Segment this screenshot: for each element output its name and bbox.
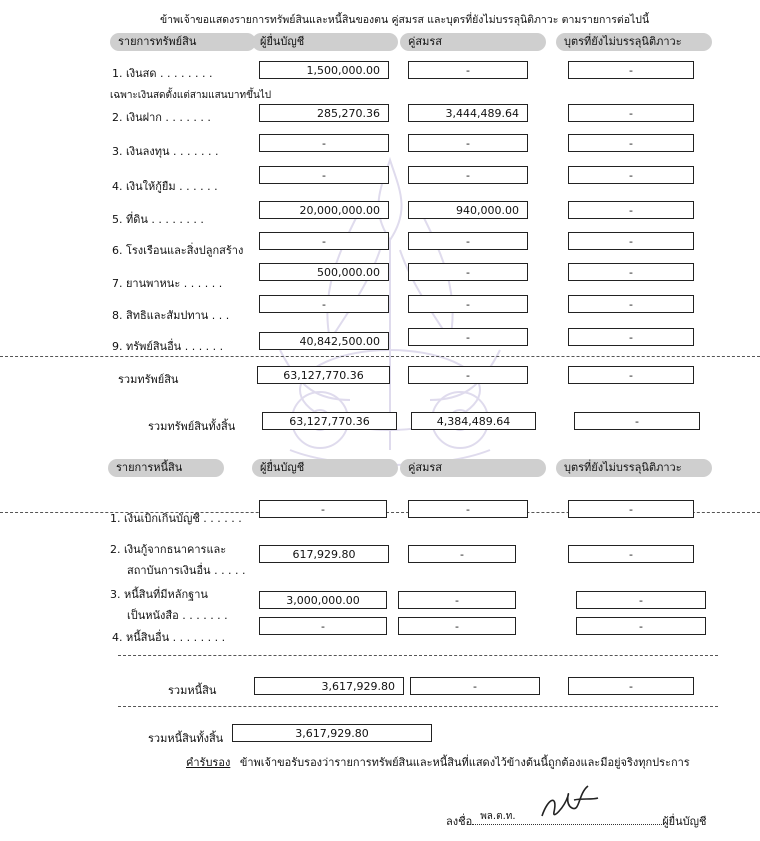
liabilities-header-child: บุตรที่ยังไม่บรรลุนิติภาวะ (556, 459, 712, 477)
asset-cash-spouse: - (408, 61, 528, 79)
asset-loans-spouse: - (408, 166, 528, 184)
assets-grand-spouse: 4,384,489.64 (411, 412, 536, 430)
asset-label-loans: 4. เงินให้กู้ยืม . . . . . . (112, 180, 218, 193)
assets-grand-label: รวมทรัพย์สินทั้งสิ้น (148, 420, 236, 433)
asset-investment-child: - (568, 134, 694, 152)
liability-bank-loan-spouse: - (408, 545, 516, 563)
handwritten-signature-icon (534, 778, 604, 826)
asset-label-vehicles: 7. ยานพาหนะ . . . . . . (112, 277, 223, 290)
assets-total-spouse: - (408, 366, 528, 384)
asset-cash-child: - (568, 61, 694, 79)
asset-rights-child: - (568, 295, 694, 313)
asset-vehicles-spouse: - (408, 263, 528, 281)
asset-vehicles-child: - (568, 263, 694, 281)
divider-line (0, 356, 760, 357)
signature-field (472, 812, 662, 825)
asset-other-spouse: - (408, 328, 528, 346)
signature-rank: พล.ต.ท. (480, 811, 516, 822)
signature-prefix: ลงชื่อ (446, 815, 473, 828)
asset-land-spouse: 940,000.00 (408, 201, 528, 219)
asset-label-buildings: 6. โรงเรือนและสิ่งปลูกสร้าง (112, 244, 244, 257)
liability-overdraft-declarant: - (259, 500, 387, 518)
asset-deposit-spouse: 3,444,489.64 (408, 104, 528, 122)
asset-other-declarant: 40,842,500.00 (259, 332, 389, 350)
liability-other-child: - (576, 617, 706, 635)
liabilities-header-declarant: ผู้ยื่นบัญชี (252, 459, 398, 477)
assets-header-items: รายการทรัพย์สิน (110, 33, 256, 51)
liability-label-bank-loan-2: สถาบันการเงินอื่น . . . . . (127, 564, 246, 577)
liability-documented-child: - (576, 591, 706, 609)
asset-land-child: - (568, 201, 694, 219)
asset-cash-declarant: 1,500,000.00 (259, 61, 389, 79)
liability-label-documented-2: เป็นหนังสือ . . . . . . . (127, 609, 228, 622)
asset-rights-declarant: - (259, 295, 389, 313)
liability-documented-declarant: 3,000,000.00 (259, 591, 387, 609)
certification (186, 753, 690, 771)
liability-overdraft-spouse: - (408, 500, 528, 518)
assets-grand-declarant: 63,127,770.36 (262, 412, 397, 430)
liability-bank-loan-child: - (568, 545, 694, 563)
asset-label-deposit: 2. เงินฝาก . . . . . . . (112, 111, 211, 124)
certification-text: ข้าพเจ้าขอรับรองว่ารายการทรัพย์สินและหนี้สินที่แสดงไว้ข้างต้นนี้ถูกต้องและมีอยู่จริงทุกประการ (239, 756, 690, 769)
divider-line (118, 655, 718, 656)
signature-suffix: ผู้ยื่นบัญชี (662, 815, 707, 828)
liabilities-grand-label: รวมหนี้สินทั้งสิ้น (148, 732, 224, 745)
asset-loans-child: - (568, 166, 694, 184)
liability-overdraft-child: - (568, 500, 694, 518)
liabilities-total-spouse: - (410, 677, 540, 695)
asset-label-investment: 3. เงินลงทุน . . . . . . . (112, 145, 219, 158)
asset-label-rights: 8. สิทธิและสัมปทาน . . . (112, 309, 230, 322)
asset-investment-declarant: - (259, 134, 389, 152)
asset-deposit-child: - (568, 104, 694, 122)
asset-buildings-child: - (568, 232, 694, 250)
asset-label-other: 9. ทรัพย์สินอื่น . . . . . . (112, 340, 224, 353)
asset-other-child: - (568, 328, 694, 346)
liability-bank-loan-declarant: 617,929.80 (259, 545, 389, 563)
asset-land-declarant: 20,000,000.00 (259, 201, 389, 219)
asset-loans-declarant: - (259, 166, 389, 184)
assets-grand-child: - (574, 412, 700, 430)
liability-documented-spouse: - (398, 591, 516, 609)
asset-buildings-spouse: - (408, 232, 528, 250)
liabilities-header-items: รายการหนี้สิน (108, 459, 224, 477)
asset-deposit-declarant: 285,270.36 (259, 104, 389, 122)
asset-vehicles-declarant: 500,000.00 (259, 263, 389, 281)
liabilities-grand-value: 3,617,929.80 (232, 724, 432, 742)
liability-other-spouse: - (398, 617, 516, 635)
intro-text: ข้าพเจ้าขอแสดงรายการทรัพย์สินและหนี้สินของตน คู่สมรส และบุตรที่ยังไม่บรรลุนิติภาวะ ตามรายการต่อไปนี้ (160, 14, 650, 26)
signature-line (446, 812, 706, 830)
asset-label-land: 5. ที่ดิน . . . . . . . . (112, 213, 204, 226)
liabilities-total-child: - (568, 677, 694, 695)
liability-other-declarant: - (259, 617, 387, 635)
assets-total-label: รวมทรัพย์สิน (118, 373, 179, 386)
asset-rights-spouse: - (408, 295, 528, 313)
assets-header-child: บุตรที่ยังไม่บรรลุนิติภาวะ (556, 33, 712, 51)
certification-title: คำรับรอง (186, 756, 231, 769)
asset-buildings-declarant: - (259, 232, 389, 250)
liability-label-bank-loan: 2. เงินกู้จากธนาคารและ (110, 543, 227, 556)
liability-label-other: 4. หนี้สินอื่น . . . . . . . . (112, 631, 226, 644)
cash-note: เฉพาะเงินสดตั้งแต่สามแสนบาทขึ้นไป (110, 90, 272, 101)
liabilities-header-spouse: คู่สมรส (400, 459, 546, 477)
liabilities-total-declarant: 3,617,929.80 (254, 677, 404, 695)
liability-label-overdraft: 1. เงินเบิกเกินบัญชี . . . . . . (110, 512, 242, 525)
asset-investment-spouse: - (408, 134, 528, 152)
assets-total-declarant: 63,127,770.36 (257, 366, 390, 384)
assets-header-declarant: ผู้ยื่นบัญชี (252, 33, 398, 51)
assets-header-spouse: คู่สมรส (400, 33, 546, 51)
asset-label-cash: 1. เงินสด . . . . . . . . (112, 67, 213, 80)
liabilities-total-label: รวมหนี้สิน (168, 684, 217, 697)
liability-label-documented: 3. หนี้สินที่มีหลักฐาน (110, 588, 208, 601)
assets-total-child: - (568, 366, 694, 384)
divider-line (118, 706, 718, 707)
